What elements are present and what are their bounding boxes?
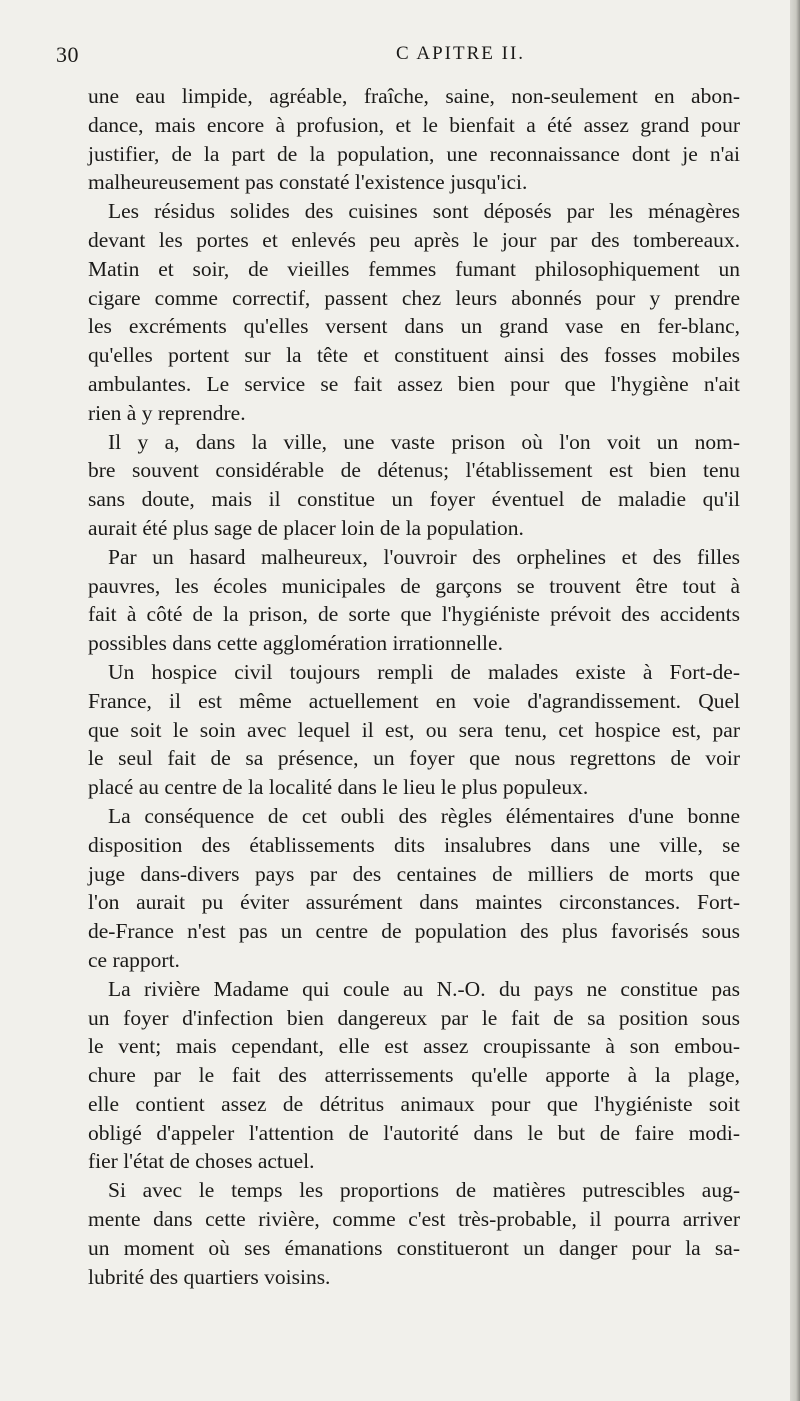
text-line: que soit le soin avec lequel il est, ou sera tenu, cet hospice est, par: [88, 717, 740, 742]
text-line: Matin et soir, de vieilles femmes fumant philosophiquement un: [88, 256, 740, 281]
body-text: [88, 82, 740, 1291]
text-line: La rivière Madame qui coule au N.-O. du pays ne constitue pas: [108, 976, 740, 1001]
paragraph: [88, 1176, 740, 1291]
paragraph: [88, 802, 740, 975]
text-line: La conséquence de cet oubli des règles élémentaires d'une bonne: [108, 803, 740, 828]
text-line: possibles dans cette agglomération irrationnelle.: [88, 631, 503, 656]
text-line: le seul fait de sa présence, un foyer que nous regrettons de voir: [88, 746, 740, 771]
paragraph: [88, 975, 740, 1177]
text-line: chure par le fait des atterrissements qu'elle apporte à la plage,: [88, 1063, 740, 1088]
text-line: devant les portes et enlevés peu après le jour par des tombereaux.: [88, 227, 740, 252]
text-line: dance, mais encore à profusion, et le bienfait a été assez grand pour: [88, 112, 740, 137]
page-edge: [790, 0, 800, 1401]
text-line: un moment où ses émanations constitueront un danger pour la sa-: [88, 1235, 740, 1260]
text-line: aurait été plus sage de placer loin de la population.: [88, 515, 524, 540]
text-line: placé au centre de la localité dans le lieu le plus populeux.: [88, 775, 589, 800]
text-line: justifier, de la part de la population, une reconnaissance dont je n'ai: [88, 141, 740, 166]
text-line: Si avec le temps les proportions de matières putrescibles aug-: [108, 1178, 740, 1203]
text-line: une eau limpide, agréable, fraîche, saine, non-seulement en abon-: [88, 84, 740, 108]
text-line: de-France n'est pas un centre de population des plus favorisés sous: [88, 919, 740, 944]
text-line: Par un hasard malheureux, l'ouvroir des orphelines et des filles: [108, 544, 740, 569]
text-line: bre souvent considérable de détenus; l'établissement est bien tenu: [88, 458, 740, 483]
text-line: ambulantes. Le service se fait assez bien pour que l'hygiène n'ait: [88, 371, 740, 396]
page-number: 30: [56, 42, 79, 67]
text-line: fier l'état de choses actuel.: [88, 1149, 315, 1174]
text-line: fait à côté de la prison, de sorte que l'hygiéniste prévoit des accidents: [88, 602, 740, 627]
paragraph: [88, 197, 740, 427]
text-line: le vent; mais cependant, elle est assez croupissante à son embou-: [88, 1034, 740, 1059]
text-line: ce rapport.: [88, 947, 180, 972]
paragraph: [88, 543, 740, 658]
text-line: pauvres, les écoles municipales de garçons se trouvent être tout à: [88, 573, 740, 598]
paragraph: [88, 658, 740, 802]
page-header: [56, 42, 756, 72]
text-line: disposition des établissements dits insalubres dans une ville, se: [88, 832, 740, 857]
text-line: Un hospice civil toujours rempli de malades existe à Fort-de-: [108, 659, 740, 684]
text-line: mente dans cette rivière, comme c'est très-probable, il pourra arriver: [88, 1207, 740, 1232]
text-line: Il y a, dans la ville, une vaste prison où l'on voit un nom-: [108, 429, 740, 454]
text-line: elle contient assez de détritus animaux pour que l'hygiéniste soit: [88, 1091, 740, 1116]
running-head: C APITRE II.: [396, 43, 526, 64]
text-line: France, il est même actuellement en voie d'agrandissement. Quel: [88, 688, 740, 713]
paragraph: [88, 428, 740, 543]
text-line: l'on aurait pu éviter assurément dans maintes circonstances. Fort-: [88, 890, 740, 915]
text-line: cigare comme correctif, passent chez leurs abonnés pour y prendre: [88, 285, 740, 310]
text-line: un foyer d'infection bien dangereux par le fait de sa position sous: [88, 1005, 740, 1030]
paragraph: [88, 82, 740, 197]
text-line: les excréments qu'elles versent dans un grand vase en fer-blanc,: [88, 314, 740, 339]
text-line: qu'elles portent sur la tête et constituent ainsi des fosses mobiles: [88, 343, 740, 368]
text-line: obligé d'appeler l'attention de l'autorité dans le but de faire modi-: [88, 1120, 740, 1145]
text-line: sans doute, mais il constitue un foyer éventuel de maladie qu'il: [88, 487, 740, 512]
text-line: lubrité des quartiers voisins.: [88, 1264, 331, 1289]
text-line: malheureusement pas constaté l'existence jusqu'ici.: [88, 170, 528, 195]
text-line: Les résidus solides des cuisines sont déposés par les ménagères: [108, 199, 740, 224]
text-line: rien à y reprendre.: [88, 400, 246, 425]
text-line: juge dans-divers pays par des centaines de milliers de morts que: [88, 861, 740, 886]
